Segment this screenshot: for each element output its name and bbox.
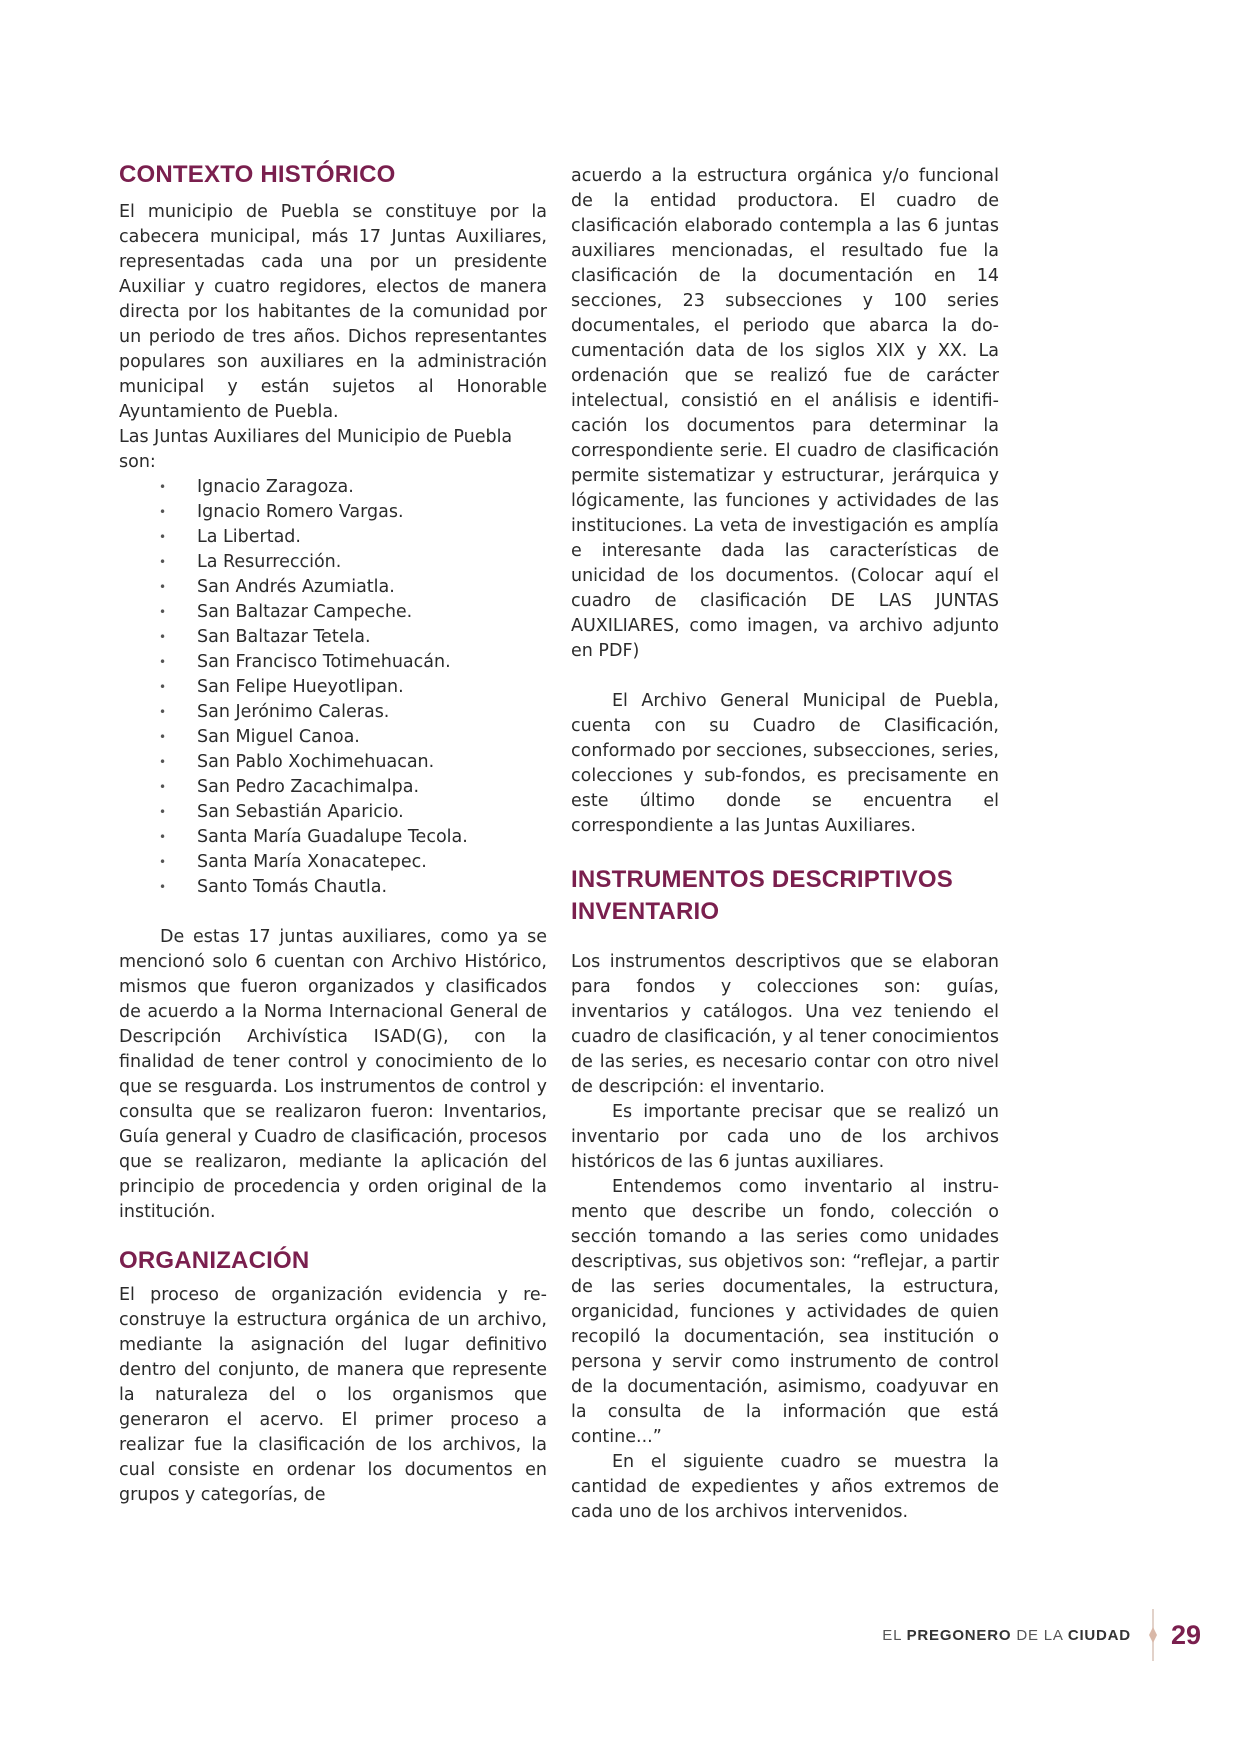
heading-line-2: INVENTARIO bbox=[571, 898, 720, 925]
list-item: • San Miguel Canoa. bbox=[119, 725, 547, 750]
paragraph-definicion-inventario: Entendemos como inventario al instrumento que describe un fondo, colección o sección tomando a las series como unidades descriptivas, sus objetivos son: “reflejar, a partir de las series documentales, la estructura, organicidad, funciones y actividades de quien recopiló la documentación, sea institución o persona y servir como instrumento de control de la documentación, asimismo, coadyuvar en la consulta de la información que está contine...” bbox=[571, 1177, 999, 1447]
paragraph-inventario-por-archivo: Es importante precisar que se realizó un inventario por cada uno de los archivos históricos de las 6 juntas auxiliares. bbox=[571, 1102, 999, 1172]
list-item: • Ignacio Zaragoza. bbox=[119, 475, 547, 500]
diamond-divider-icon bbox=[1143, 1609, 1163, 1661]
brand-pregonero: PREGONERO bbox=[906, 1626, 1012, 1644]
list-item: • San Pedro Zacachimalpa. bbox=[119, 775, 547, 800]
heading-contexto-historico: CONTEXTO HISTÓRICO bbox=[119, 161, 396, 188]
paragraph-juntas-intro: Las Juntas Auxiliares del Municipio de Puebla son: bbox=[119, 427, 513, 472]
list-item: • San Baltazar Campeche. bbox=[119, 600, 547, 625]
juntas-auxiliares-list bbox=[119, 475, 547, 900]
brand-ciudad: CIUDAD bbox=[1067, 1626, 1131, 1644]
right-column bbox=[571, 159, 999, 1525]
paragraph-instrumentos: Los instrumentos descriptivos que se elaboran para fondos y colecciones son: guías, inventarios y catálogos. Una vez teniendo el cuadro de clasificación, y al tener conocimientos de las series, es necesario contar con otro nivel de descripción: el inventario. bbox=[571, 952, 999, 1097]
list-item: • San Sebastián Aparicio. bbox=[119, 800, 547, 825]
heading-instrumentos-descriptivos bbox=[571, 864, 999, 928]
list-item: • Santo Tomás Chautla. bbox=[119, 875, 547, 900]
paragraph-organizacion: El proceso de organización evidencia y reconstruye la estructura orgánica de un archivo, mediante la asignación del lugar definitivo dentro del conjunto, de manera que represente la naturaleza del o los organismos que generaron el acervo. El primer proceso a realizar fue la clasificación de los archivos, la cual consiste en ordenar los documentos en grupos y categorías, de bbox=[119, 1285, 547, 1505]
list-item: • La Resurrección. bbox=[119, 550, 547, 575]
publication-name bbox=[882, 1627, 1131, 1644]
paragraph-cuadro-clasificacion: acuerdo a la estructura orgánica y/o funcional de la entidad productora. El cuadro de clasificación elaborado contempla a las 6 juntas auxiliares mencionadas, el resultado fue la clasificación de la documentación en 14 secciones, 23 subsecciones y 100 series documentales, el periodo que abarca la documentación data de los siglos XIX y XX. La ordenación que se realizó fue de carácter intelectual, consistió en el análisis e identificación los documentos para determinar la correspondiente serie. El cuadro de clasificación permite sistematizar y estructurar, jerárquica y lógicamente, las funciones y actividades de las instituciones. La veta de investigación es amplía e interesante dada las características de unicidad de los documentos. (Colocar aquí el cuadro de clasificación DE LAS JUNTAS AUXILIARES, como imagen, va archivo adjunto en PDF) bbox=[571, 166, 999, 661]
list-item: • San Francisco Totimehuacán. bbox=[119, 650, 547, 675]
page-footer bbox=[882, 1605, 1201, 1665]
brand-de-la: DE LA bbox=[1016, 1626, 1063, 1644]
heading-organizacion: ORGANIZACIÓN bbox=[119, 1247, 310, 1274]
paragraph-siguiente-cuadro: En el siguiente cuadro se muestra la cantidad de expedientes y años extremos de cada uno de los archivos intervenidos. bbox=[571, 1452, 999, 1522]
list-item: • San Felipe Hueyotlipan. bbox=[119, 675, 547, 700]
list-item: • La Libertad. bbox=[119, 525, 547, 550]
left-column bbox=[119, 159, 547, 1508]
page-number: 29 bbox=[1170, 1619, 1201, 1650]
paragraph-municipio: El municipio de Puebla se constituye por la cabecera municipal, más 17 Juntas Auxiliares, representadas cada una por un presidente Auxiliar y cuatro regidores, electos de manera directa por los habitantes de la comunidad por un periodo de tres años. Dichos representantes populares son auxiliares en la administración municipal y están sujetos al Honorable Ayuntamiento de Puebla. bbox=[119, 202, 547, 422]
list-item: • San Pablo Xochimehuacan. bbox=[119, 750, 547, 775]
list-item: • San Jerónimo Caleras. bbox=[119, 700, 547, 725]
list-item: • Ignacio Romero Vargas. bbox=[119, 500, 547, 525]
paragraph-archivo-general: El Archivo General Municipal de Puebla, cuenta con su Cuadro de Clasificación, conformado por secciones, subsecciones, series, colecciones y sub-fondos, es precisamente en este último donde se encuentra el correspondiente a las Juntas Auxiliares. bbox=[571, 691, 999, 836]
list-item: • San Andrés Azumiatla. bbox=[119, 575, 547, 600]
heading-line-1: INSTRUMENTOS DESCRIPTIVOS bbox=[571, 866, 953, 893]
list-item: • Santa María Xonacatepec. bbox=[119, 850, 547, 875]
list-item: • San Baltazar Tetela. bbox=[119, 625, 547, 650]
brand-el: EL bbox=[882, 1626, 902, 1644]
list-item: • Santa María Guadalupe Tecola. bbox=[119, 825, 547, 850]
paragraph-archivo-historico: De estas 17 juntas auxiliares, como ya se mencionó solo 6 cuentan con Archivo Histórico, mismos que fueron organizados y clasificados de acuerdo a la Norma Internacional General de Descripción Archivística ISAD(G), con la finalidad de tener control y conocimiento de lo que se resguarda. Los instrumentos de control y consulta que se realizaron fueron: Inventarios, Guía general y Cuadro de clasificación, procesos que se realizaron, mediante la aplicación del principio de procedencia y orden original de la institución. bbox=[119, 927, 547, 1222]
